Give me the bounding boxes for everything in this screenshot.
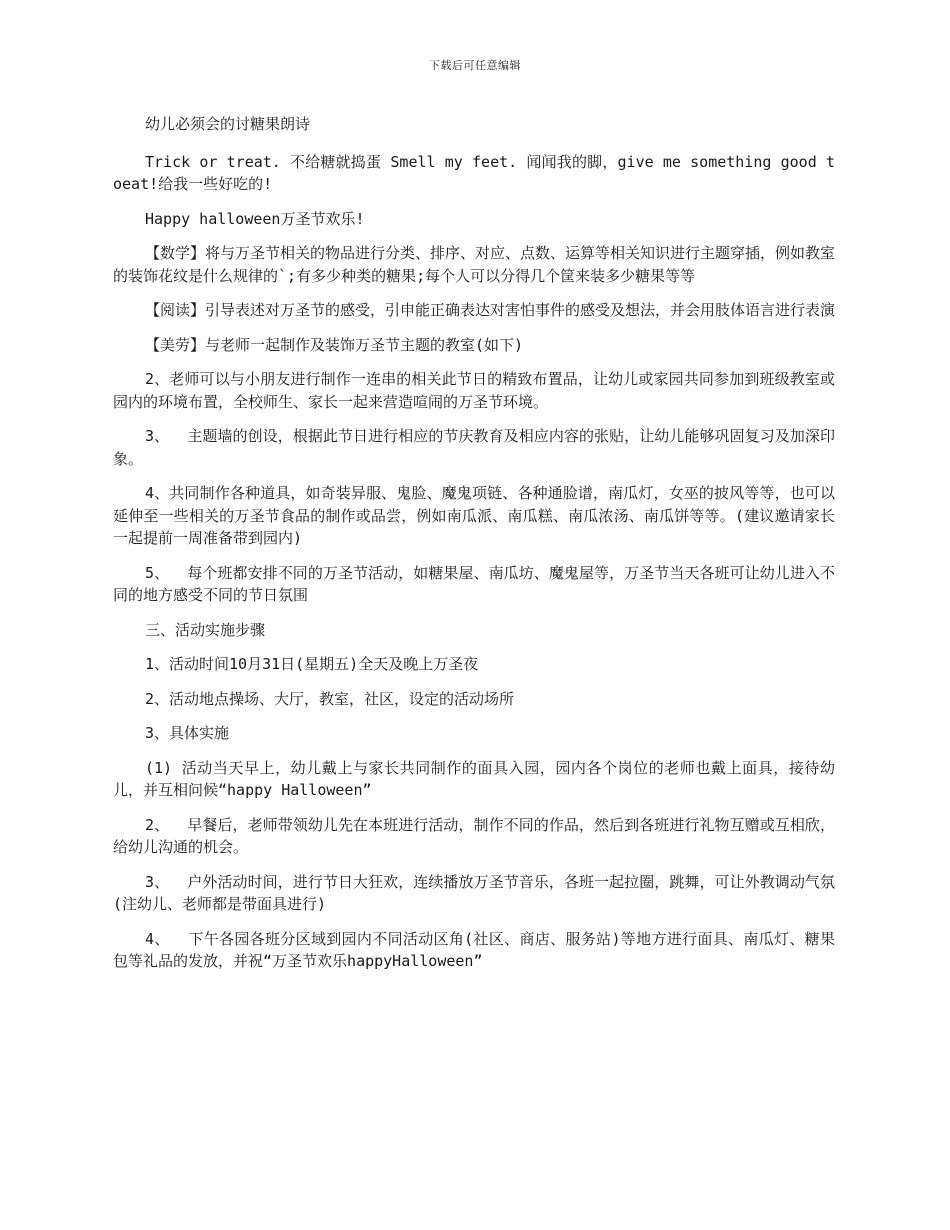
- paragraph-step-2: 2、 早餐后，老师带领幼儿先在本班进行活动，制作不同的作品，然后到各班进行礼物互赠或互相欣，给幼儿沟通的机会。: [113, 815, 835, 856]
- paragraph-art: 【美劳】与老师一起制作及装饰万圣节主题的教室(如下): [145, 335, 524, 354]
- document-title: 幼儿必须会的讨糖果朗诗: [145, 115, 311, 133]
- paragraph-step-4: 4、 下午各园各班分区域到园内不同活动区角(社区、商店、服务站)等地方进行面具、南瓜灯、糖果包等礼品的发放，并祝“万圣节欢乐happyHalloween”: [113, 929, 835, 970]
- paragraph-math: 【数学】将与万圣节相关的物品进行分类、排序、对应、点数、运算等相关知识进行主题穿插，例如教室的装饰花纹是什么规律的`;有多少种类的糖果;每个人可以分得几个筐来装多少糖果等等: [113, 244, 836, 285]
- paragraph-implementation: 3、具体实施: [145, 724, 230, 742]
- paragraph-happy-halloween: Happy halloween万圣节欢乐!: [145, 209, 365, 228]
- paragraph-item-4: 4、共同制作各种道具，如奇装异服、鬼脸、魔鬼项链、各种通脸谱，南瓜灯，女巫的披风等等，也可以延伸至一些相关的万圣节食品的制作或品尝，例如南瓜派、南瓜糕、南瓜浓汤、南瓜饼等等。(建议邀请家长一起提前一周准备带到园内): [113, 484, 835, 547]
- paragraph-step-3: 3、 户外活动时间，进行节日大狂欢，连续播放万圣节音乐，各班一起拉圈，跳舞，可让外教调动气氛(注幼儿、老师都是带面具进行): [113, 872, 835, 913]
- paragraph-activity-location: 2、活动地点操场、大厅，教室，社区，设定的活动场所: [145, 689, 515, 708]
- paragraph-activity-time: 1、活动时间10月31日(星期五)全天及晚上万圣夜: [145, 655, 479, 673]
- paragraph-item-5: 5、 每个班都安排不同的万圣节活动，如糖果屋、南瓜坊、魔鬼屋等，万圣节当天各班可让幼儿进入不同的地方感受不同的节日氛围: [113, 563, 835, 604]
- page-header-note: 下载后可任意编辑: [429, 59, 521, 72]
- document-body: [113, 113, 835, 985]
- paragraph-reading: 【阅读】引导表述对万圣节的感受，引申能正确表达对害怕事件的感受及想法，并会用肢体语言进行表演: [145, 301, 836, 319]
- paragraph-trick-or-treat: Trick or treat. 不给糖就捣蛋 Smell my feet. 闻闻我的脚，give me something good toeat!给我一些好吃的!: [113, 152, 835, 193]
- paragraph-item-3: 3、 主题墙的创设，根据此节日进行相应的节庆教育及相应内容的张贴，让幼儿能够巩固复习及加深印象。: [113, 427, 835, 468]
- section-heading-steps: 三、活动实施步骤: [145, 620, 266, 639]
- paragraph-step-1: (1) 活动当天早上，幼儿戴上与家长共同制作的面具入园，园内各个岗位的老师也戴上面具，接待幼儿，并互相问候“happy Halloween”: [113, 758, 835, 799]
- paragraph-item-2: 2、老师可以与小朋友进行制作一连串的相关此节日的精致布置品，让幼儿或家园共同参加到班级教室或园内的环境布置，全校师生、家长一起来营造喧闹的万圣节环境。: [113, 370, 835, 411]
